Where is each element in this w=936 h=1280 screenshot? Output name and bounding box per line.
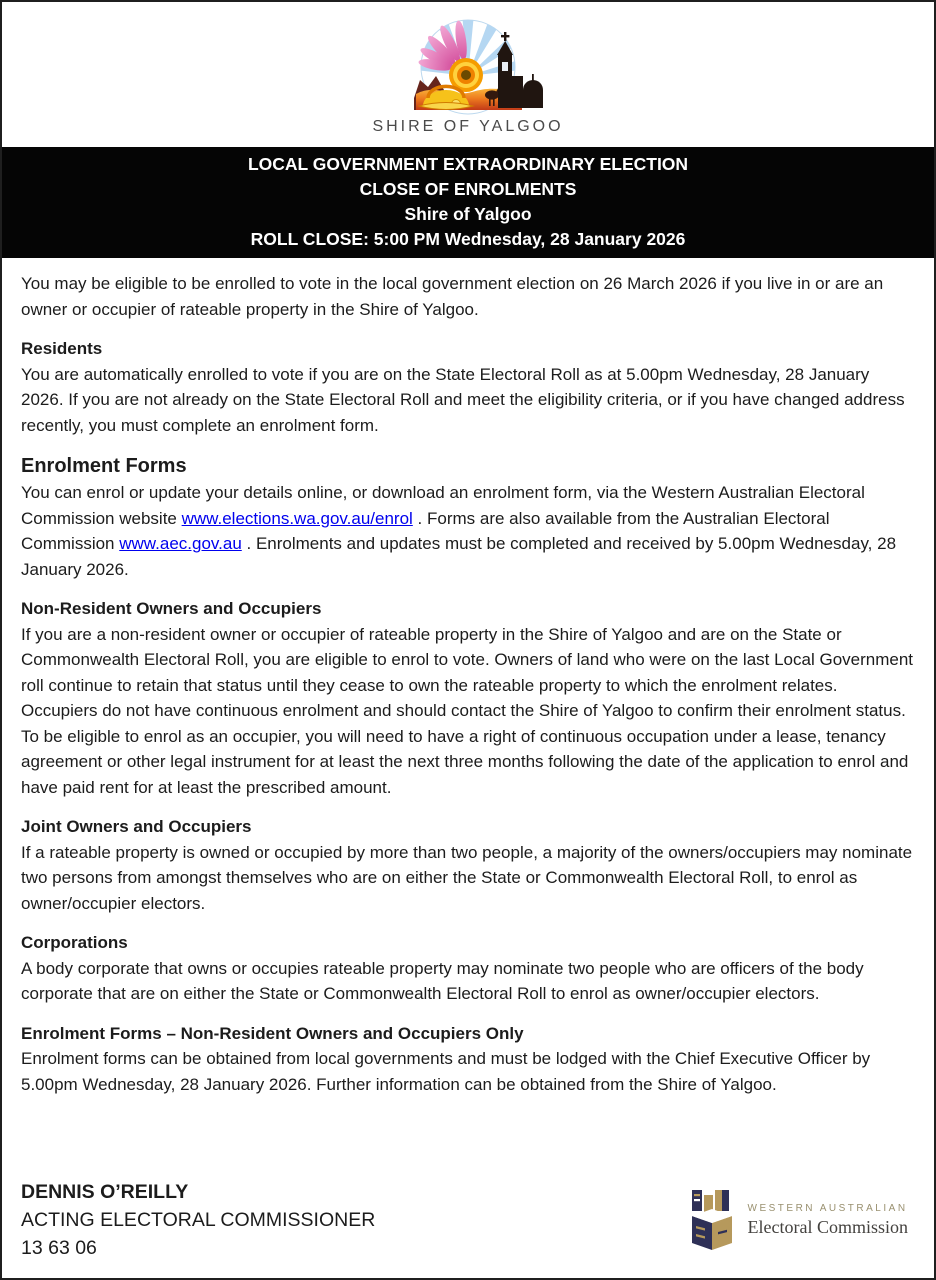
section-joint-owners [21, 814, 915, 916]
waec-name-line1: WESTERN AUSTRALIAN [747, 1203, 908, 1214]
intro-paragraph: You may be eligible to be enrolled to vote in the local government election on 26 March 2026 if you live in or are an owner or occupier of rateable property in the Shire of Yalgoo. [21, 274, 884, 319]
shire-of-yalgoo-logo-icon [392, 10, 544, 116]
section-enrolment-forms-non-resident [21, 1021, 915, 1098]
banner-line-shire: Shire of Yalgoo [404, 204, 532, 224]
elections-wa-link[interactable]: www.elections.wa.gov.au/enrol [181, 508, 413, 528]
enrolment-nr-heading: Enrolment Forms – Non-Resident Owners and Occupiers Only [21, 1023, 524, 1043]
notice-banner [2, 147, 934, 258]
banner-line-rollclose: ROLL CLOSE: 5:00 PM Wednesday, 28 January 2026 [250, 229, 686, 249]
enrolment-forms-heading: Enrolment Forms [21, 455, 187, 477]
notice-footer [21, 1178, 908, 1262]
corporations-paragraph: A body corporate that owns or occupies rateable property may nominate two people who are officers of the body corporate that are on either the State or Commonwealth Electoral Roll to enrol as owner/occupier electors. [21, 958, 864, 1003]
section-non-resident [21, 596, 915, 800]
non-resident-heading: Non-Resident Owners and Occupiers [21, 599, 322, 618]
commissioner-title: ACTING ELECTORAL COMMISSIONER [21, 1209, 376, 1231]
contact-phone: 13 63 06 [21, 1237, 97, 1259]
section-corporations [21, 930, 915, 1007]
joint-owners-heading: Joint Owners and Occupiers [21, 817, 252, 836]
waec-text-block [748, 1202, 908, 1238]
signature-block [21, 1178, 375, 1262]
enrolment-text-3: . Enrolments and updates must be completed and received by 5.00pm Wednesday, 28 January 2026. [21, 534, 897, 579]
enrolment-nr-paragraph: Enrolment forms can be obtained from local governments and must be lodged with the Chief Executive Officer by 5.00pm Wednesday, 28 January 2026. Further information can be obtained from the Shire of Yalgoo. [21, 1049, 871, 1094]
church-icon [497, 32, 543, 108]
residents-heading: Residents [21, 339, 103, 358]
notice-body [2, 258, 934, 1097]
corporations-heading: Corporations [21, 933, 128, 952]
enrolment-forms-paragraph [21, 480, 915, 582]
banner-line-close: CLOSE OF ENROLMENTS [359, 179, 577, 199]
non-resident-paragraph: If you are a non-resident owner or occupier of rateable property in the Shire of Yalgoo and are on the State or Commonwealth Electoral Roll, you are eligible to enrol to vote. Owners of land who were on the last Local Government roll continue to retain that status until they cease to own the rateable property to which the enrolment relates. Occupiers do not have continuous enrolment and should contact the Shire of Yalgoo to confirm their enrolment status. To be eligible to enrol as an occupier, you will need to have a right of continuous occupation under a lease, tenancy agreement or other legal instrument for at least the next three months following the date of the application to enrol and have paid rent for at least the prescribed amount. [21, 624, 914, 797]
joint-owners-paragraph: If a rateable property is owned or occupied by more than two people, a majority of the owners/occupiers may nominate two persons from amongst themselves who are on either the State or Commonwealth Electoral Roll, to enrol as owner/occupier electors. [21, 842, 913, 913]
banner-line-election: LOCAL GOVERNMENT EXTRAORDINARY ELECTION [247, 154, 689, 174]
waec-logo-block [689, 1190, 908, 1250]
commissioner-name: DENNIS O’REILLY [21, 1181, 189, 1203]
section-residents [21, 336, 915, 438]
waec-name-line2: Electoral Commission [747, 1217, 908, 1237]
aec-link[interactable]: www.aec.gov.au [119, 534, 242, 553]
header-logo-block [2, 2, 934, 136]
ballot-box-icon [689, 1190, 735, 1250]
enrolment-text-1: You can enrol or update your details online, or download an enrolment form, via the Western Australian Electoral Commission website [21, 483, 865, 528]
residents-paragraph: You are automatically enrolled to vote if you are on the State Electoral Roll as at 5.00pm Wednesday, 28 January 2026. If you are not already on the State Electoral Roll and meet the eligibility criteria, or if you have changed address recently, you must complete an enrolment form. [21, 364, 905, 435]
enrolment-text-2: . Forms are also available from the Australian Electoral Commission [21, 508, 830, 553]
shire-logo-caption: SHIRE OF YALGOO [372, 118, 564, 135]
section-enrolment-forms [21, 452, 915, 582]
